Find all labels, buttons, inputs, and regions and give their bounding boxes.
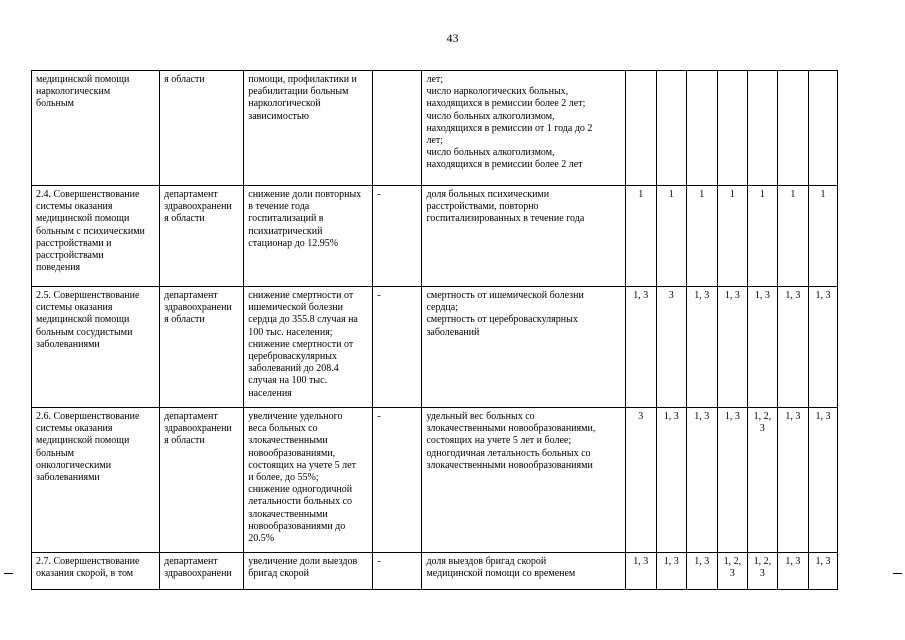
measure-name-cell: 2.6. Совершенствование системы оказания медицинской помощи больным онкологическими заболеваниями [32,408,160,553]
year-value-cell: 3 [625,408,656,553]
year-value-cell: 1, 3 [625,553,656,590]
table-row [32,287,838,408]
table-row [32,71,838,186]
year-value-cell: 1, 2, 3 [747,408,777,553]
link-cell: - [373,287,422,408]
year-value-cell: 1, 3 [747,287,777,408]
year-value-cell [717,71,747,186]
year-value-cell: 1, 3 [717,287,747,408]
indicator-cell: смертность от ишемической болезни сердца; смертность от цереброваскулярных заболеваний [422,287,625,408]
year-value-cell: 1, 2, 3 [717,553,747,590]
table-row [32,553,838,590]
measure-name-cell: 2.5. Совершенствование системы оказания медицинской помощи больным сосудистыми заболеваниями [32,287,160,408]
year-value-cell [808,71,837,186]
link-cell: - [373,553,422,590]
year-value-cell: 1 [625,186,656,287]
year-value-cell: 3 [656,287,686,408]
expected-result-cell: помощи, профилактики и реабилитации больным наркологической зависимостью [244,71,373,186]
page-number: 43 [446,31,459,45]
year-value-cell: 1, 3 [777,553,808,590]
year-value-cell [656,71,686,186]
responsible-cell: департамент здравоохранени [160,553,244,590]
year-value-cell: 1, 3 [656,408,686,553]
responsible-cell: департамент здравоохранени я области [160,287,244,408]
year-value-cell: 1, 3 [777,287,808,408]
table-row [32,186,838,287]
margin-mark-left [4,573,13,574]
year-value-cell: 1, 2, 3 [747,553,777,590]
year-value-cell [625,71,656,186]
year-value-cell: 1, 3 [686,553,717,590]
indicator-cell: лет; число наркологических больных, находящихся в ремиссии более 2 лет; число больных алкоголизмом, находящихся в ремиссии от 1 года до 2 лет; число больных алкоголизмом, находящихся в ремиссии более 2 лет [422,71,625,186]
year-value-cell [686,71,717,186]
expected-result-cell: снижение доли повторных в течение года госпитализаций в психиатрический стационар до 12.95% [244,186,373,287]
year-value-cell: 1, 3 [686,287,717,408]
indicator-cell: доля выездов бригад скорой медицинской помощи со временем [422,553,625,590]
measure-name-cell: 2.4. Совершенствование системы оказания медицинской помощи больным с психическими расстройствами и расстройствами поведения [32,186,160,287]
year-value-cell: 1, 3 [808,553,837,590]
link-cell [373,71,422,186]
year-value-cell: 1 [656,186,686,287]
year-value-cell [747,71,777,186]
year-value-cell: 1, 3 [808,287,837,408]
indicator-cell: удельный вес больных со злокачественными новообразованиями, состоящих на учете 5 лет и более; одногодичная летальность больных со злокачественными новообразованиями [422,408,625,553]
indicator-cell: доля больных психическими расстройствами, повторно госпитализированных в течение года [422,186,625,287]
responsible-cell: я области [160,71,244,186]
link-cell: - [373,186,422,287]
year-value-cell: 1 [777,186,808,287]
year-value-cell: 1 [747,186,777,287]
year-value-cell: 1 [686,186,717,287]
expected-result-cell: увеличение доли выездов бригад скорой [244,553,373,590]
year-value-cell [777,71,808,186]
year-value-cell: 1, 3 [686,408,717,553]
margin-mark-right [893,573,902,574]
responsible-cell: департамент здравоохранени я области [160,186,244,287]
link-cell: - [373,408,422,553]
table-row [32,408,838,553]
year-value-cell: 1 [717,186,747,287]
responsible-cell: департамент здравоохранени я области [160,408,244,553]
measure-name-cell: медицинской помощи наркологическим больным [32,71,160,186]
measure-name-cell: 2.7. Совершенствование оказания скорой, в том [32,553,160,590]
expected-result-cell: снижение смертности от ишемической болезни сердца до 355.8 случая на 100 тыс. населения; снижение смертности от цереброваскулярных заболеваний до 208.4 случая на 100 тыс. населения [244,287,373,408]
year-value-cell: 1, 3 [717,408,747,553]
expected-result-cell: увеличение удельного веса больных со злокачественными новообразованиями, состоящих на учете 5 лет и более, до 55%; снижение одногодичной летальности больных со злокачественными новообразованиями до 20.5% [244,408,373,553]
year-value-cell: 1, 3 [808,408,837,553]
year-value-cell: 1, 3 [656,553,686,590]
year-value-cell: 1, 3 [625,287,656,408]
year-value-cell: 1 [808,186,837,287]
year-value-cell: 1, 3 [777,408,808,553]
program-table [31,70,838,590]
